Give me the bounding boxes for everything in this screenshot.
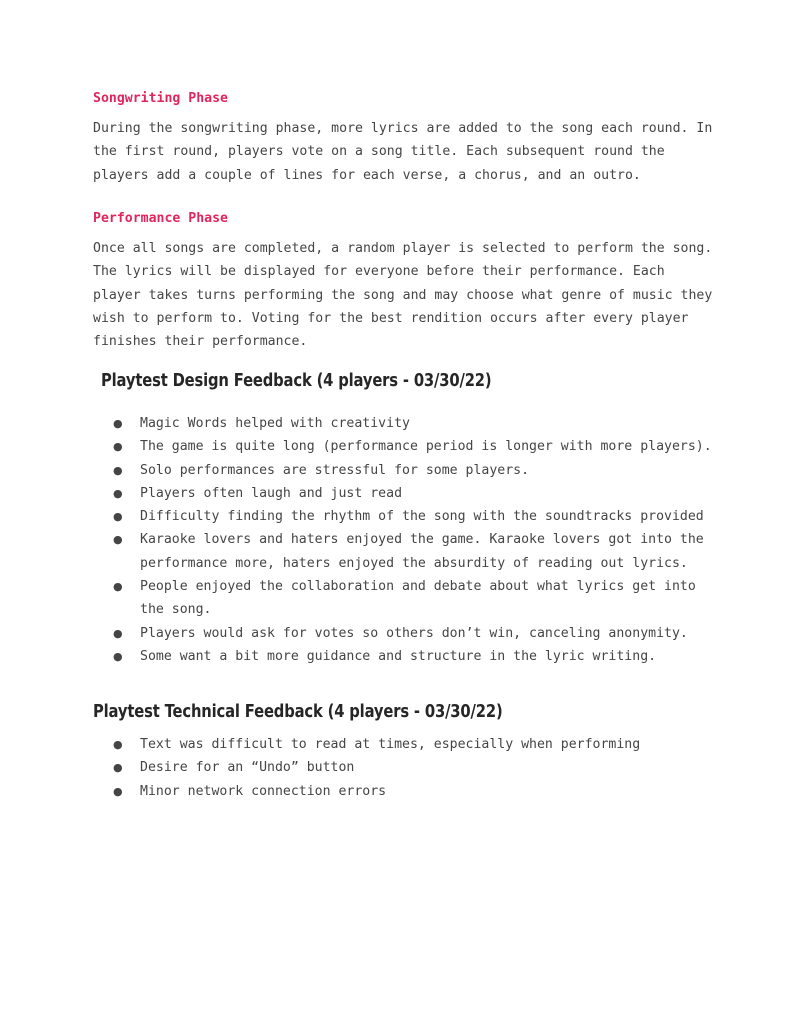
bullet-icon: ● xyxy=(113,463,123,477)
list-item: ● Magic Words helped with creativity xyxy=(113,412,712,435)
songwriting-phase-heading: Songwriting Phase xyxy=(93,91,228,106)
list-item: ● Solo performances are stressful for some players. xyxy=(113,459,712,482)
paragraph-line: Once all songs are completed, a random player is selected to perform the song. xyxy=(93,241,713,256)
bullet-icon: ● xyxy=(113,486,123,500)
list-item: ● Desire for an “Undo” button xyxy=(113,756,640,779)
list-item: ● Players would ask for votes so others don’t win, canceling anonymity. xyxy=(113,622,712,645)
bullet-icon: ● xyxy=(113,510,123,524)
paragraph-line: During the songwriting phase, more lyrics are added to the song each round. In xyxy=(93,121,713,136)
paragraph-line: players add a couple of lines for each verse, a chorus, and an outro. xyxy=(93,167,641,183)
list-item: ● Text was difficult to read at times, especially when performing xyxy=(113,733,640,756)
list-item: ● The game is quite long (performance period is longer with more players). xyxy=(113,435,712,458)
technical-feedback-heading: Playtest Technical Feedback (4 players - 03/30/22) xyxy=(93,701,503,722)
design-feedback-heading: Playtest Design Feedback (4 players - 03/30/22) xyxy=(101,370,492,391)
paragraph-line: wish to perform to. Voting for the best rendition occurs after every player xyxy=(93,310,689,326)
paragraph-line: finishes their performance. xyxy=(93,334,308,350)
bullet-icon: ● xyxy=(113,533,123,547)
technical-feedback-list xyxy=(113,733,640,803)
bullet-icon: ● xyxy=(113,440,123,454)
paragraph-line: The lyrics will be displayed for everyone before their performance. Each xyxy=(93,264,665,280)
bullet-icon: ● xyxy=(113,761,123,775)
list-item: ● Difficulty finding the rhythm of the song with the soundtracks provided xyxy=(113,505,712,528)
list-item: ● People enjoyed the collaboration and debate about what lyrics get into the song. xyxy=(113,575,712,622)
list-item: ● Karaoke lovers and haters enjoyed the game. Karaoke lovers got into the performance more, haters enjoyed the absurdity of reading out lyrics. xyxy=(113,528,712,575)
paragraph-line: player takes turns performing the song and may choose what genre of music they xyxy=(93,287,713,303)
performance-phase-paragraph xyxy=(93,237,733,353)
design-feedback-list xyxy=(113,412,712,668)
list-item: ● Some want a bit more guidance and structure in the lyric writing. xyxy=(113,645,712,668)
list-item: ● Minor network connection errors xyxy=(113,780,640,803)
bullet-icon: ● xyxy=(113,580,123,594)
bullet-icon: ● xyxy=(113,417,123,430)
bullet-icon: ● xyxy=(113,649,123,663)
performance-phase-heading: Performance Phase xyxy=(93,211,228,226)
bullet-icon: ● xyxy=(113,626,123,640)
paragraph-line: the first round, players vote on a song title. Each subsequent round the xyxy=(93,144,665,160)
bullet-icon: ● xyxy=(113,784,123,798)
bullet-icon: ● xyxy=(113,738,123,751)
list-item: ● Players often laugh and just read xyxy=(113,482,712,505)
songwriting-phase-paragraph xyxy=(93,117,733,187)
